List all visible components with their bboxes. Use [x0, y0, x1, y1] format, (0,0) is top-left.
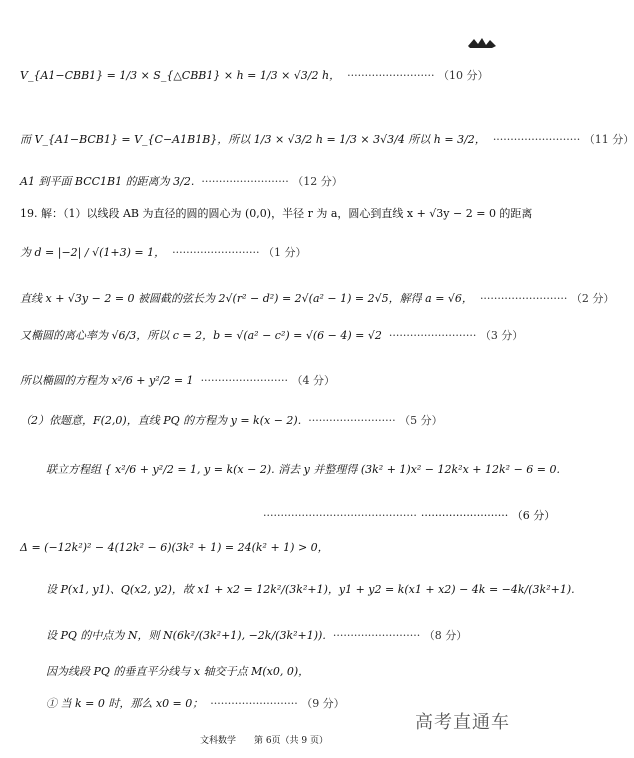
line-14	[46, 628, 514, 643]
leader-dots: ············································	[263, 509, 417, 522]
line-text: 为 d = |−2| / √(1+3) = 1，	[20, 246, 166, 259]
score-label: ························· （10 分）	[347, 69, 489, 82]
line-text: 设 PQ 的中点为 N，则 N(6k²/(3k²+1), −2k/(3k²+1)).	[46, 629, 326, 642]
line-text: 设 P(x1, y1)、Q(x2, y2)，故 x1 + x2 = 12k²/(3k²+1)，y1 + y2 = k(x1 + x2) − 4k = −4k/(3k²+1).	[46, 583, 575, 596]
line-text: 19. 解：（1）以线段 AB 为直径的圆的圆心为 (0,0)，半径 r 为 a，圆心到直线 x + √3y − 2 = 0 的距离	[20, 207, 533, 220]
line-15	[46, 664, 514, 679]
line-9	[20, 413, 514, 428]
score-label: ························· （5 分）	[308, 414, 443, 427]
line-12	[20, 540, 514, 555]
line-text: A1 到平面 BCC1B1 的距离为 3/2.	[20, 175, 195, 188]
line-text: ① 当 k = 0 时，那么 x0 = 0；	[46, 697, 204, 710]
score-label: ························· （9 分）	[210, 697, 345, 710]
line-text: Δ = (−12k²)² − 4(12k² − 6)(3k² + 1) = 24(k² + 1) > 0，	[20, 541, 329, 554]
score-label: ························· （3 分）	[388, 329, 524, 342]
line-8	[20, 373, 514, 388]
line-6	[20, 291, 615, 306]
line-text: 又椭圆的离心率为 √6/3，所以 c = 2，b = √(a² − c²) = √(6 − 4) = √2	[20, 329, 382, 342]
line-13	[46, 582, 575, 597]
publisher-logo-icon	[466, 36, 500, 50]
score-label: ························· （4 分）	[200, 374, 335, 387]
line-text: 所以椭圆的方程为 x²/6 + y²/2 = 1	[20, 374, 194, 387]
score-label: ························· （12 分）	[201, 175, 343, 188]
line-text: 因为线段 PQ 的垂直平分线与 x 轴交于点 M(x0, 0)，	[46, 665, 310, 678]
line-5	[20, 245, 514, 260]
line-2	[20, 132, 634, 147]
score-label: ························· （1 分）	[172, 246, 307, 259]
watermark-text: 高考直通车	[415, 712, 510, 733]
score-label: ························· （8 分）	[332, 629, 468, 642]
line-4	[20, 206, 533, 221]
line-1	[20, 68, 514, 83]
score-label: ························· （2 分）	[479, 292, 615, 305]
line-text: 联立方程组 { x²/6 + y²/2 = 1, y = k(x − 2). 消去 y 并整理得 (3k² + 1)x² − 12k²x + 12k² − 6 = 0.	[46, 463, 560, 476]
line-10	[46, 462, 560, 477]
line-11	[260, 508, 556, 523]
line-7	[20, 328, 524, 343]
line-text: 而 V_{A1−BCB1} = V_{C−A1B1B}，所以 1/3 × √3/2 h = 1/3 × 3√3/4 所以 h = 3/2，	[20, 133, 486, 146]
line-text: 直线 x + √3y − 2 = 0 被圆截的弦长为 2√(r² − d²) = 2√(a² − 1) = 2√5，解得 a = √6，	[20, 292, 473, 305]
score-label: ························· （6 分）	[420, 509, 556, 522]
line-3	[20, 174, 514, 189]
line-text: V_{A1−CBB1} = 1/3 × S_{△CBB1} × h = 1/3 × √3/2 h，	[20, 69, 341, 82]
page-footer: 文科数学 第 6页（共 9 页）	[199, 736, 329, 746]
line-16	[46, 696, 378, 711]
line-text: （2）依题意，F(2,0)，直线 PQ 的方程为 y = k(x − 2).	[20, 414, 302, 427]
score-label: ························· （11 分）	[492, 133, 634, 146]
